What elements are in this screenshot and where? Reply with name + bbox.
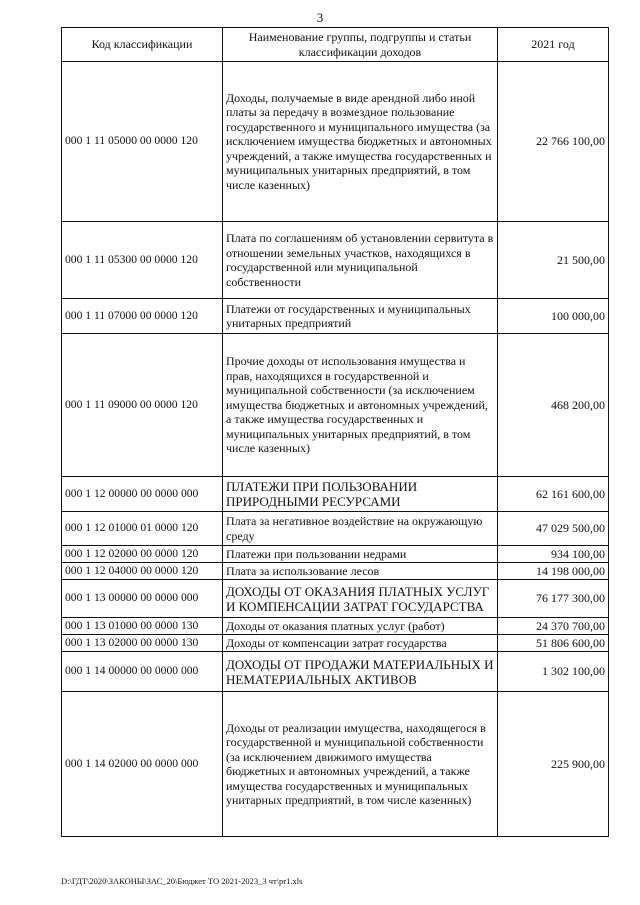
row-name: Прочие доходы от использования имущества и прав, находящихся в государственной и муниципальной собственности (за исключением имущества бюджетных и автономных учреждений, а также имущества государственных и муниципальных унитарных предприятий, в том числе казенных) bbox=[223, 334, 498, 477]
row-name: Платежи от государственных и муниципальных унитарных предприятий bbox=[223, 299, 498, 334]
row-name: Доходы от компенсации затрат государства bbox=[223, 635, 498, 652]
header-year: 2021 год bbox=[498, 28, 609, 62]
row-code: 000 1 12 04000 00 0000 120 bbox=[62, 563, 223, 580]
row-name: Доходы, получаемые в виде арендной либо иной платы за передачу в возмездное пользование государственного и муниципального имущества (за исключением имущества бюджетных и автономных учреждений, а также имущества государственных и муниципальных унитарных предприятий, в том числе казенных) bbox=[223, 62, 498, 222]
table-row bbox=[62, 512, 609, 546]
row-name: Плата по соглашениям об установлении сервитута в отношении земельных участков, находящихся в государственной или муниципальной собственности bbox=[223, 222, 498, 299]
row-sum: 22 766 100,00 bbox=[498, 62, 609, 222]
page-number: 3 bbox=[316, 10, 324, 25]
row-name: Доходы от реализации имущества, находящегося в государственной и муниципальной собственности (за исключением движимого имущества бюджетных и автономных учреждений, а также имущества государственных и муниципальных унитарных предприятий, в том числе казенных) bbox=[223, 692, 498, 837]
row-sum: 76 177 300,00 bbox=[498, 580, 609, 618]
row-name: Платежи при пользовании недрами bbox=[223, 546, 498, 563]
table-row bbox=[62, 692, 609, 837]
table-row bbox=[62, 546, 609, 563]
row-code: 000 1 13 01000 00 0000 130 bbox=[62, 618, 223, 635]
row-code: 000 1 14 00000 00 0000 000 bbox=[62, 652, 223, 692]
row-name: ПЛАТЕЖИ ПРИ ПОЛЬЗОВАНИИ ПРИРОДНЫМИ РЕСУРСАМИ bbox=[223, 477, 498, 512]
row-sum: 14 198 000,00 bbox=[498, 563, 609, 580]
row-name: Плата за негативное воздействие на окружающую среду bbox=[223, 512, 498, 546]
row-code: 000 1 14 02000 00 0000 000 bbox=[62, 692, 223, 837]
table-row bbox=[62, 635, 609, 652]
row-sum: 468 200,00 bbox=[498, 334, 609, 477]
row-sum: 100 000,00 bbox=[498, 299, 609, 334]
row-code: 000 1 11 09000 00 0000 120 bbox=[62, 334, 223, 477]
table-row bbox=[62, 477, 609, 512]
revenue-table bbox=[61, 27, 609, 837]
row-sum: 1 302 100,00 bbox=[498, 652, 609, 692]
row-sum: 21 500,00 bbox=[498, 222, 609, 299]
table-header-row bbox=[62, 28, 609, 62]
row-code: 000 1 11 05000 00 0000 120 bbox=[62, 62, 223, 222]
table-row bbox=[62, 334, 609, 477]
table-row bbox=[62, 563, 609, 580]
row-code: 000 1 12 02000 00 0000 120 bbox=[62, 546, 223, 563]
row-code: 000 1 11 07000 00 0000 120 bbox=[62, 299, 223, 334]
table-row bbox=[62, 222, 609, 299]
row-code: 000 1 12 00000 00 0000 000 bbox=[62, 477, 223, 512]
row-code: 000 1 11 05300 00 0000 120 bbox=[62, 222, 223, 299]
row-sum: 225 900,00 bbox=[498, 692, 609, 837]
table-row bbox=[62, 299, 609, 334]
row-code: 000 1 12 01000 01 0000 120 bbox=[62, 512, 223, 546]
table-row bbox=[62, 580, 609, 618]
row-sum: 62 161 600,00 bbox=[498, 477, 609, 512]
header-code: Код классификации bbox=[62, 28, 223, 62]
table-row bbox=[62, 618, 609, 635]
table-row bbox=[62, 62, 609, 222]
row-sum: 24 370 700,00 bbox=[498, 618, 609, 635]
row-name: Доходы от оказания платных услуг (работ) bbox=[223, 618, 498, 635]
row-name: ДОХОДЫ ОТ ОКАЗАНИЯ ПЛАТНЫХ УСЛУГ И КОМПЕНСАЦИИ ЗАТРАТ ГОСУДАРСТВА bbox=[223, 580, 498, 618]
row-sum: 51 806 600,00 bbox=[498, 635, 609, 652]
row-name: Плата за использование лесов bbox=[223, 563, 498, 580]
table-row bbox=[62, 652, 609, 692]
row-code: 000 1 13 00000 00 0000 000 bbox=[62, 580, 223, 618]
row-sum: 934 100,00 bbox=[498, 546, 609, 563]
row-code: 000 1 13 02000 00 0000 130 bbox=[62, 635, 223, 652]
row-name: ДОХОДЫ ОТ ПРОДАЖИ МАТЕРИАЛЬНЫХ И НЕМАТЕРИАЛЬНЫХ АКТИВОВ bbox=[223, 652, 498, 692]
header-name: Наименование группы, подгруппы и статьи классификации доходов bbox=[223, 28, 498, 62]
file-path-footer: D:\ГДТ\2020\ЗАКОНЫ\ЗАС_20\Бюджет ТО 2021-2023_3 чт\pr1.xls bbox=[61, 876, 303, 886]
row-sum: 47 029 500,00 bbox=[498, 512, 609, 546]
